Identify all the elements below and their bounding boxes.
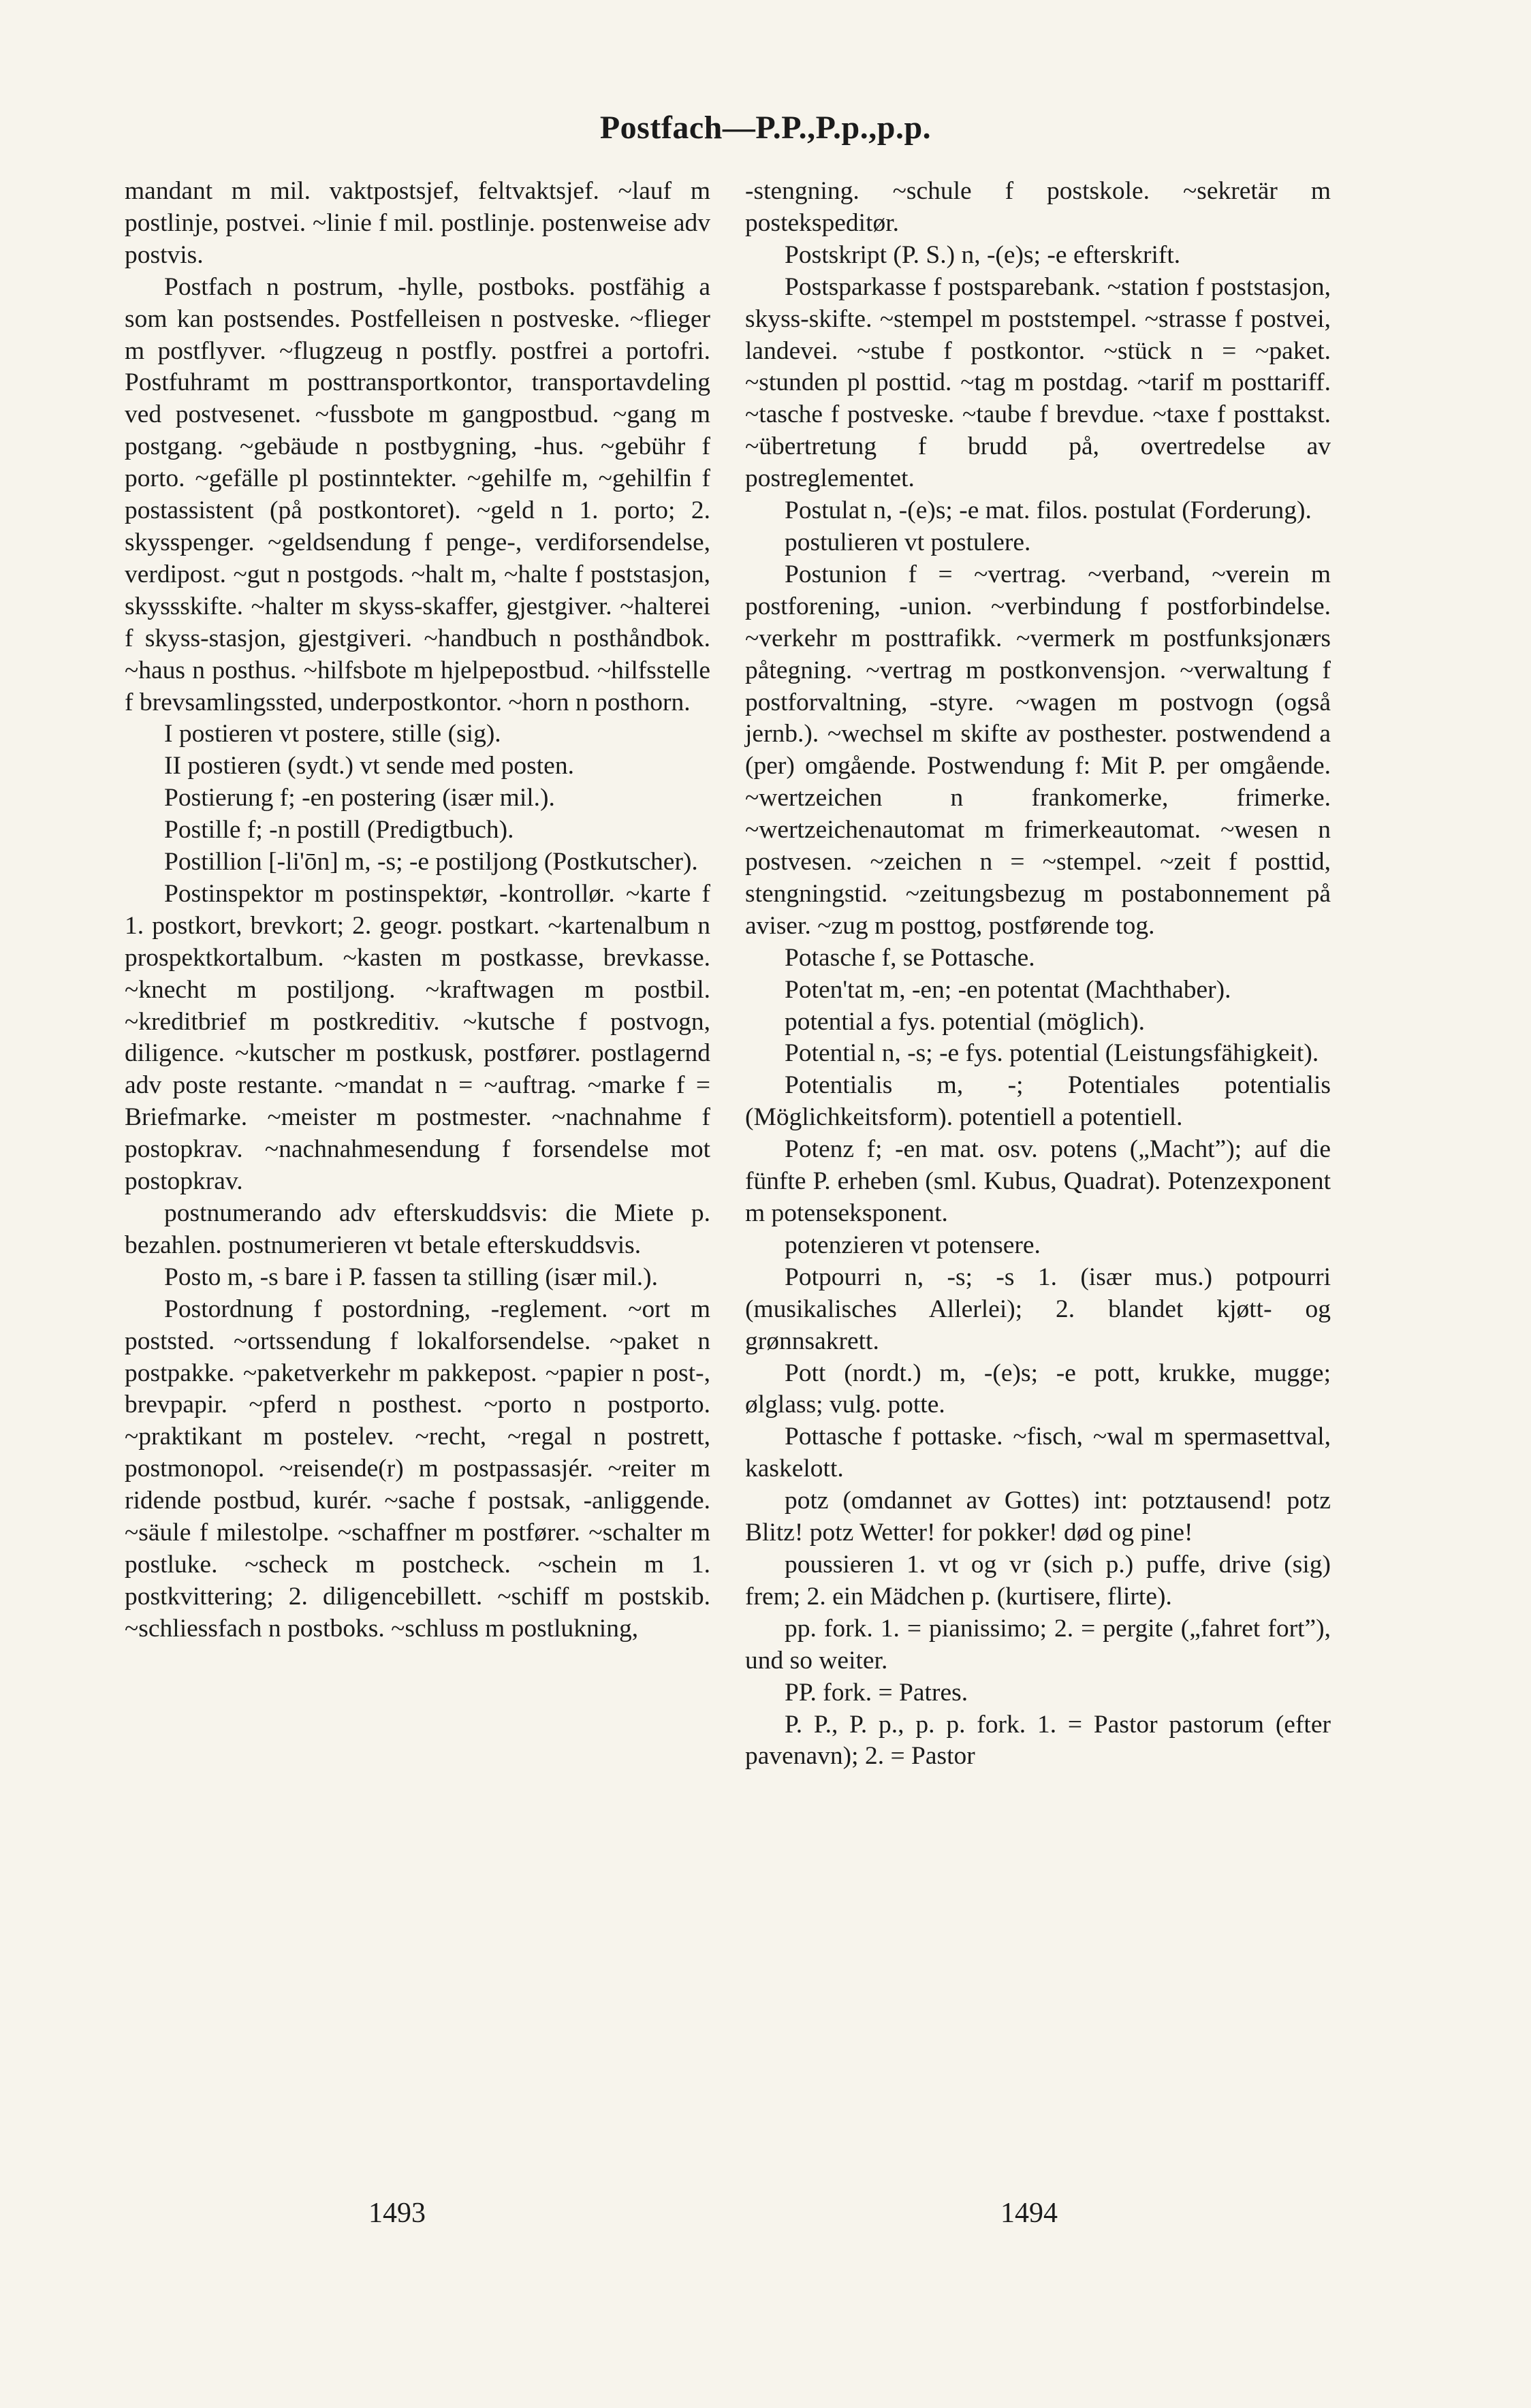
entry-paragraph: Potasche f, se Pottasche. — [785, 943, 1035, 972]
page-number-right: 1494 — [1000, 2198, 1058, 2229]
entry-paragraph: Potential n, -s; -e fys. potential (Leistungsfähigkeit). — [785, 1039, 1319, 1068]
entry-paragraph: Postordnung f postordning, -reglement. ~ort m poststed. ~ortssendung f lokalforsendelse. ~paket n postpakke. ~paketverkehr m pakkepost. ~papier n post-, brevpapir. ~pferd n posthest. ~porto n postporto. ~praktikant m postelev. ~recht, ~regal n postrett, postmonopol. ~reisende(r) m postpassasjér. ~reiter m ridende postbud, kurér. ~sache f postsak, -anliggende. ~säule f milestolpe. ~schaffner m postfører. ~schalter m postluke. ~scheck m postcheck. ~schein m 1. postkvittering; 2. diligencebillett. ~schiff m postskib. ~schliessfach n postboks. ~schluss m postlukning, — [125, 1295, 710, 1643]
entry-paragraph: Posto m, -s bare i P. fassen ta stilling (især mil.). — [164, 1263, 658, 1291]
entry-paragraph: P. P., P. p., p. p. fork. 1. = Pastor pastorum (efter pavenavn); 2. = Pastor — [745, 1710, 1331, 1771]
entry-paragraph: potenzieren vt potensere. — [785, 1231, 1041, 1259]
entry-paragraph: Postskript (P. S.) n, -(e)s; -e efterskrift. — [785, 240, 1181, 269]
entry-paragraph: Postillion [-li'ōn] m, -s; -e postiljong (Postkutscher). — [164, 848, 698, 876]
entry-paragraph: Postulat n, -(e)s; -e mat. filos. postulat (Forderung). — [785, 496, 1312, 525]
entry-paragraph: PP. fork. = Patres. — [785, 1678, 968, 1707]
entry-paragraph: mandant m mil. vaktpostsjef, feltvaktsjef. ~lauf m postlinje, postvei. ~linie f mil. postlinje. postenweise adv postvis. — [125, 177, 710, 269]
entry-paragraph: postnumerando adv efterskuddsvis: die Miete p. bezahlen. postnumerieren vt betale efterskuddsvis. — [125, 1199, 710, 1259]
entry-paragraph: Potpourri n, -s; -s 1. (især mus.) potpourri (musikalisches Allerlei); 2. blandet kjøtt- og grønnsakrett. — [745, 1263, 1331, 1355]
entry-paragraph: pp. fork. 1. = pianissimo; 2. = pergite („fahret fort”), und so weiter. — [745, 1614, 1331, 1675]
entry-paragraph: -stengning. ~schule f postskole. ~sekretär m postekspeditør. — [745, 177, 1331, 237]
entry-paragraph: poussieren 1. vt og vr (sich p.) puffe, drive (sig) frem; 2. ein Mädchen p. (kurtisere, flirte). — [745, 1550, 1331, 1611]
entry-paragraph: Pottasche f pottaske. ~fisch, ~wal m spermasettval, kaskelott. — [745, 1423, 1331, 1483]
entry-paragraph: Poten'tat m, -en; -en potentat (Machthaber). — [785, 975, 1231, 1004]
entry-paragraph: postulieren vt postulere. — [785, 528, 1031, 556]
entry-paragraph: Postunion f = ~vertrag. ~verband, ~verein m postforening, -union. ~verbindung f postforbindelse. ~verkehr m posttrafikk. ~vermerk m postfunksjonærs påtegning. ~vertrag m postkonvensjon. ~verwaltung f postforvaltning, -styre. ~wagen m postvogn (også jernb.). ~wechsel m skifte av posthester. postwendend a (per) omgående. Postwendung f: Mit P. per omgående. ~wertzeichen n frankomerke, frimerke. ~wertzeichenautomat m frimerkeautomat. ~wesen n postvesen. ~zeichen n = ~stempel. ~zeit f posttid, stengningstid. ~zeitungsbezug m postabonnement på aviser. ~zug m posttog, postførende tog. — [745, 560, 1331, 940]
entry-paragraph: Potentialis m, -; Potentiales potentialis (Möglichkeitsform). potentiell a potentiell. — [745, 1071, 1331, 1132]
entry-paragraph: I postieren vt postere, stille (sig). — [164, 720, 501, 748]
running-head: Postfach—P.P.,P.p.,p.p. — [599, 110, 932, 146]
entry-paragraph: II postieren (sydt.) vt sende med posten. — [164, 752, 574, 780]
entry-paragraph: Postierung f; -en postering (især mil.). — [164, 784, 555, 812]
entry-paragraph: Postinspektor m postinspektør, -kontrollør. ~karte f 1. postkort, brevkort; 2. geogr. postkart. ~kartenalbum n prospektkortalbum. ~kasten m postkasse, brevkasse. ~knecht m postiljong. ~kraftwagen m postbil. ~kreditbrief m postkreditiv. ~kutsche f postvogn, diligence. ~kutscher m postkusk, postfører. postlagernd adv poste restante. ~mandat n = ~auftrag. ~marke f = Briefmarke. ~meister m postmester. ~nachnahme f postopkrav. ~nachnahmesendung f forsendelse mot postopkrav. — [125, 879, 710, 1196]
page-number-left: 1493 — [368, 2198, 426, 2229]
entry-paragraph: Postsparkasse f postsparebank. ~station f poststasjon, skyss-skifte. ~stempel m poststempel. ~strasse f postvei, landevei. ~stube f postkontor. ~stück n = ~paket. ~stunden pl posttid. ~tag m postdag. ~tarif m posttariff. ~tasche f postveske. ~taube f brevdue. ~taxe f posttakst. ~übertretung f brudd på, overtredelse av postreglementet. — [745, 272, 1331, 493]
entry-paragraph: Postille f; -n postill (Predigtbuch). — [164, 816, 514, 844]
right-column — [745, 176, 1331, 1773]
entry-paragraph: potential a fys. potential (möglich). — [785, 1007, 1146, 1036]
entry-paragraph: Postfach n postrum, -hylle, postboks. postfähig a som kan postsendes. Postfelleisen n postveske. ~flieger m postflyver. ~flugzeug n postfly. postfrei a portofri. Postfuhramt m posttransportkontor, transportavdeling ved postvesenet. ~fussbote m gangpostbud. ~gang m postgang. ~gebäude n postbygning, -hus. ~gebühr f porto. ~gefälle pl postinntekter. ~gehilfe m, ~gehilfin f postassistent (på postkontoret). ~geld n 1. porto; 2. skysspenger. ~geldsendung f penge-, verdiforsendelse, verdipost. ~gut n postgods. ~halt m, ~halte f poststasjon, skyssskifte. ~halter m skyss-skaffer, gjestgiver. ~halterei f skyss-stasjon, gjestgiveri. ~handbuch n posthåndbok. ~haus n posthus. ~hilfsbote m hjelpepostbud. ~hilfsstelle f brevsamlingssted, underpostkontor. ~horn n posthorn. — [125, 272, 710, 716]
entry-paragraph: Pott (nordt.) m, -(e)s; -e pott, krukke, mugge; ølglass; vulg. potte. — [745, 1359, 1331, 1419]
entry-paragraph: potz (omdannet av Gottes) int: potztausend! potz Blitz! potz Wetter! for pokker! død og pine! — [745, 1487, 1331, 1547]
left-column — [125, 176, 710, 1645]
entry-paragraph: Potenz f; -en mat. osv. potens („Macht”); auf die fünfte P. erheben (sml. Kubus, Quadrat). Potenzexponent m potenseksponent. — [745, 1135, 1331, 1227]
